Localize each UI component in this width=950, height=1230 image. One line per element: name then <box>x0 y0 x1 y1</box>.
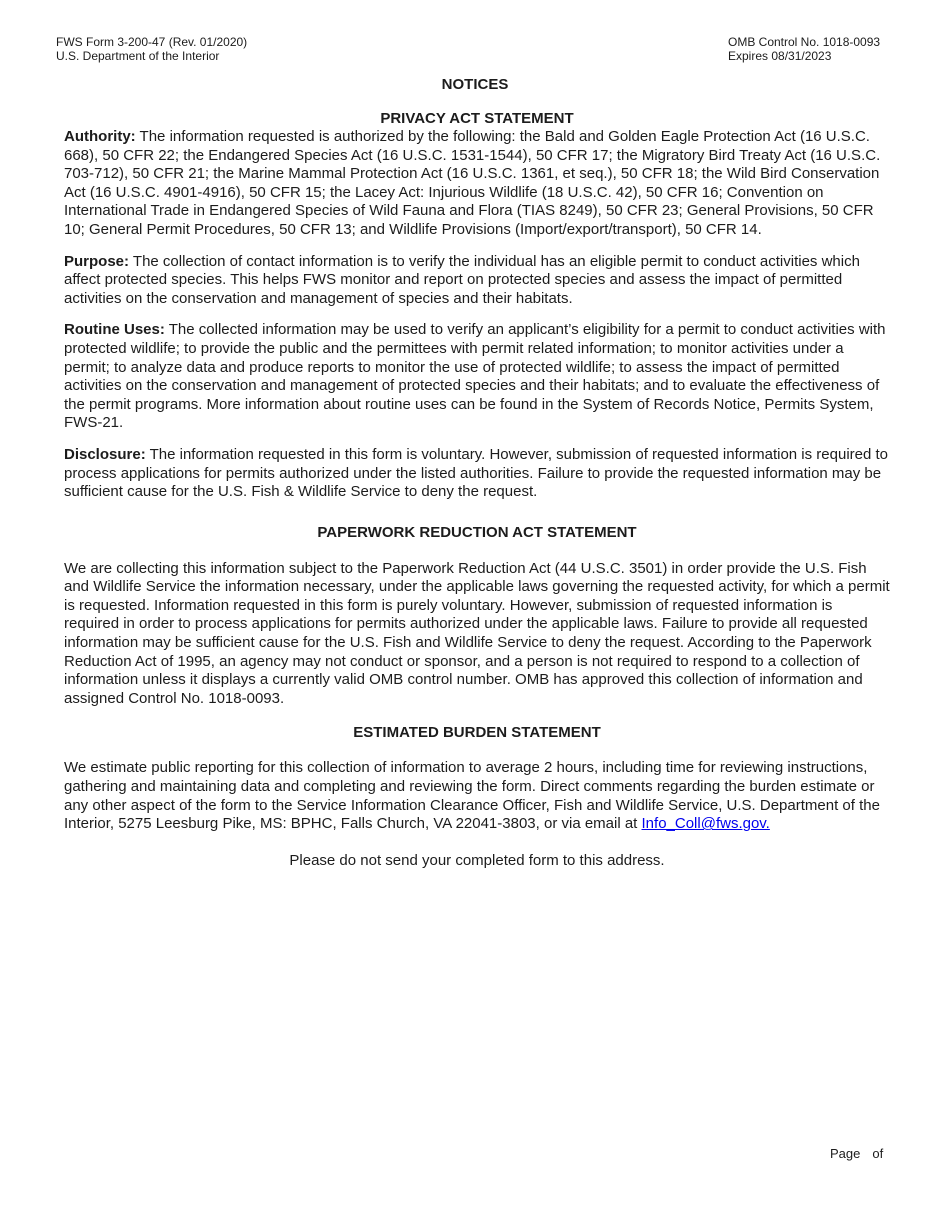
form-header-left <box>56 35 247 63</box>
closing-note: Please do not send your completed form to this address. <box>289 851 665 869</box>
expiration-date: Expires 08/31/2023 <box>728 49 832 63</box>
routine-uses-paragraph <box>64 321 890 433</box>
authority-paragraph <box>64 128 890 240</box>
routine-uses-label: Routine Uses: <box>64 321 165 339</box>
authority-text: The information requested is authorized by the following: the Bald and Golden Eagle Protection Act (16 U.S.C. 668), 50 CFR 22; the Endangered Species Act (16 U.S.C. 1531-1544), 50 CFR 17; the Migratory Bird Treaty Act (16 U.S.C. 703-712), 50 CFR 21; the Marine Mammal Protection Act (16 U.S.C. 1361, et seq.), 50 CFR 18; the Wild Bird Conservation Act (16 U.S.C. 4901-4916), 50 CFR 15; the Lacey Act: Injurious Wildlife (18 U.S.C. 42), 50 CFR 16; Convention on International Trade in Endangered Species of Wild Fauna and Flora (TIAS 8249), 50 CFR 23; General Provisions, 50 CFR 10; General Permit Procedures, 50 CFR 13; and Wildlife Provisions (Import/export/transport), 50 CFR 14. <box>64 128 881 238</box>
privacy-act-heading: PRIVACY ACT STATEMENT <box>380 110 574 127</box>
form-header-right <box>728 35 880 63</box>
paperwork-reduction-paragraph: We are collecting this information subject to the Paperwork Reduction Act (44 U.S.C. 3501) in order provide the U.S. Fish and Wildlife Service the information necessary, under the applicable laws governing the requested activity, for which a permit is requested. Information requested in this form is purely voluntary. However, submission of requested information is required in order to process applications for permits authorized under the applicable laws. Failure to provide all requested information may be sufficient cause for the U.S. Fish and Wildlife Service to deny the request. According to the Paperwork Reduction Act of 1995, an agency may not conduct or sponsor, and a person is not required to respond to a collection of information unless it displays a currently valid OMB control number. OMB has approved this collection of information and assigned Control No. 1018-0093. <box>64 559 890 707</box>
form-number: FWS Form 3-200-47 (Rev. 01/2020) <box>56 35 248 49</box>
paperwork-reduction-heading: PAPERWORK REDUCTION ACT STATEMENT <box>317 523 637 541</box>
email-link[interactable]: Info_Coll@fws.gov. <box>641 815 770 833</box>
authority-label: Authority: <box>64 128 136 145</box>
notices-content <box>64 110 890 870</box>
page-of-label: of <box>872 1146 884 1161</box>
page-number-footer <box>830 1146 883 1162</box>
disclosure-paragraph <box>64 446 890 502</box>
routine-uses-text: The collected information may be used to verify an applicant’s eligibility for a permit to conduct activities with protected wildlife; to provide the public and the permittees with permit related information; to monitor activities under a permit; to analyze data and produce reports to monitor the use of protected wildlife; to assess the impact of permitted activities on the conservation and management of protected species and their habitats; and to evaluate the effectiveness of the permit programs. More information about routine uses can be found in the System of Records Notice, Permits System, FWS-21. <box>64 321 886 432</box>
department-name: U.S. Department of the Interior <box>56 49 220 63</box>
purpose-text: The collection of contact information is to verify the individual has an eligible permit to conduct activities which affect protected species. This helps FWS monitor and report on protected species and assess the impact of permitted activities on the conservation and management of species and their habitats. <box>64 252 860 307</box>
disclosure-text: The information requested in this form is voluntary. However, submission of requested information is required to process applications for permits authorized under the listed authorities. Failure to provide the requested information may be sufficient cause for the U.S. Fish & Wildlife Service to deny the request. <box>64 445 889 501</box>
purpose-label: Purpose: <box>64 252 130 270</box>
disclosure-label: Disclosure: <box>64 445 146 463</box>
burden-statement-text: We estimate public reporting for this collection of information to average 2 hours, including time for reviewing instructions, gathering and maintaining data and completing and reviewing the form. Direct comments regarding the burden estimate or any other aspect of the form to the Service Information Clearance Officer, Fish and Wildlife Service, U.S. Department of the Interior, 5275 Leesburg Pike, MS: BPHC, Falls Church, VA 22041-3803, or via email at <box>64 759 880 833</box>
omb-control-number: OMB Control No. 1018-0093 <box>728 35 881 49</box>
purpose-paragraph <box>64 253 890 309</box>
burden-statement-paragraph <box>64 759 890 833</box>
page-label: Page <box>830 1146 861 1161</box>
burden-statement-heading: ESTIMATED BURDEN STATEMENT <box>353 724 601 742</box>
page-title: NOTICES <box>441 76 509 93</box>
